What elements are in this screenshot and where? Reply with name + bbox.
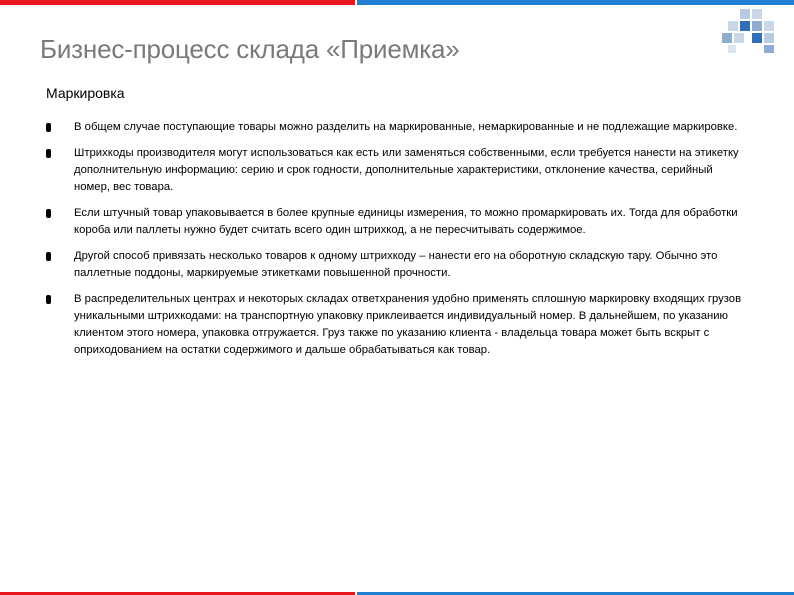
bullet-item [46, 248, 746, 282]
bullet-icon [46, 252, 51, 261]
bullet-icon [46, 209, 51, 218]
section-heading: Маркировка [46, 85, 125, 101]
bullet-text: Если штучный товар упаковывается в более крупные единицы измерения, то можно промаркировать их. Тогда для обработки короба или паллеты нужно будет считать всего один штрихкод, а не пересчитывать содержимое. [74, 207, 738, 236]
bullet-item [46, 119, 746, 136]
bullet-text: Другой способ привязать несколько товаров к одному штрихкоду – нанести его на оборотную складскую тару. Обычно это паллетные поддоны, маркируемые этикетками повышенной прочности. [74, 250, 718, 280]
logo-squares-icon [720, 8, 784, 54]
page-title: Бизнес-процесс склада «Приемка» [40, 34, 460, 64]
top-accent-bar-red [0, 0, 355, 5]
bullet-text: В распределительных центрах и некоторых складах ответхранения удобно применять сплошную маркировку входящих грузов уникальными штрихкодами: на транспортную упаковку приклеивается индивидуальный номер. В дальнейшем, по указанию клиентом этого номера, упаковка отгружается. Груз также по указанию клиента - владельца товара может быть вскрыт с оприходованием на остатки содержимого и дальше обрабатываться как товар. [74, 293, 742, 356]
bullet-item [46, 205, 746, 239]
bullet-list [46, 119, 746, 368]
bullet-item [46, 145, 746, 195]
bullet-text: В общем случае поступающие товары можно разделить на маркированные, немаркированные и не подлежащие маркировке. [74, 121, 738, 133]
bullet-icon [46, 149, 51, 158]
bullet-item [46, 291, 746, 358]
bullet-icon [46, 123, 51, 132]
top-accent-bar-blue [357, 0, 794, 5]
bullet-icon [46, 295, 51, 304]
bullet-text: Штрихкоды производителя могут использоваться как есть или заменяться собственными, если требуется нанести на этикетку дополнительную информацию: серию и срок годности, дополнительные характеристики, отклонение качества, серийный номер, вес товара. [74, 147, 739, 193]
